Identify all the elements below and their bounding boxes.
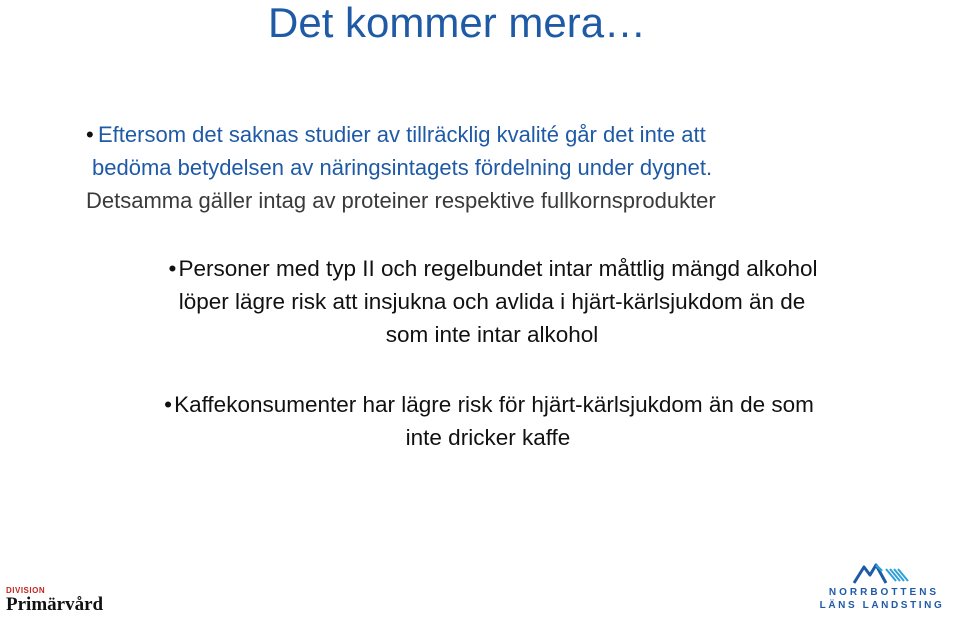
bullet-marker-icon: • [168, 256, 177, 281]
bullet-line: löper lägre risk att insjukna och avlida i hjärt-kärlsjukdom än de [178, 289, 806, 314]
slide-title: Det kommer mera… [268, 0, 647, 46]
logo-text-line-1: NORRBOTTENS [828, 587, 940, 598]
bullet-line: Detsamma gäller intag av proteiner respektive fullkornsprodukter [86, 188, 716, 213]
bullet-line: Kaffekonsumenter har lägre risk för hjärt-kärlsjukdom än de som [174, 392, 814, 417]
division-name: Primärvård [6, 594, 104, 615]
bullet-line: Eftersom det saknas studier av tillräcklig kvalité går det inte att [98, 122, 706, 147]
bullet-marker-icon: • [86, 122, 94, 147]
bullet-marker-icon: • [164, 392, 172, 417]
county-logo-mark-icon [852, 561, 912, 585]
division-label: DIVISION [6, 586, 46, 595]
county-logo [812, 561, 952, 613]
bullet-line: inte dricker kaffe [405, 425, 571, 450]
division-branding [6, 586, 103, 615]
bullet-item [86, 118, 926, 217]
bullet-item [60, 388, 916, 454]
bullet-item [72, 252, 912, 351]
bullet-line: som inte intar alkohol [385, 322, 599, 347]
bullet-line: bedöma betydelsen av näringsintagets fördelning under dygnet. [92, 155, 713, 180]
bullet-line: Personer med typ II och regelbundet intar måttlig mängd alkohol [178, 256, 818, 281]
logo-text-line-2: LÄNS LANDSTING [819, 600, 945, 611]
